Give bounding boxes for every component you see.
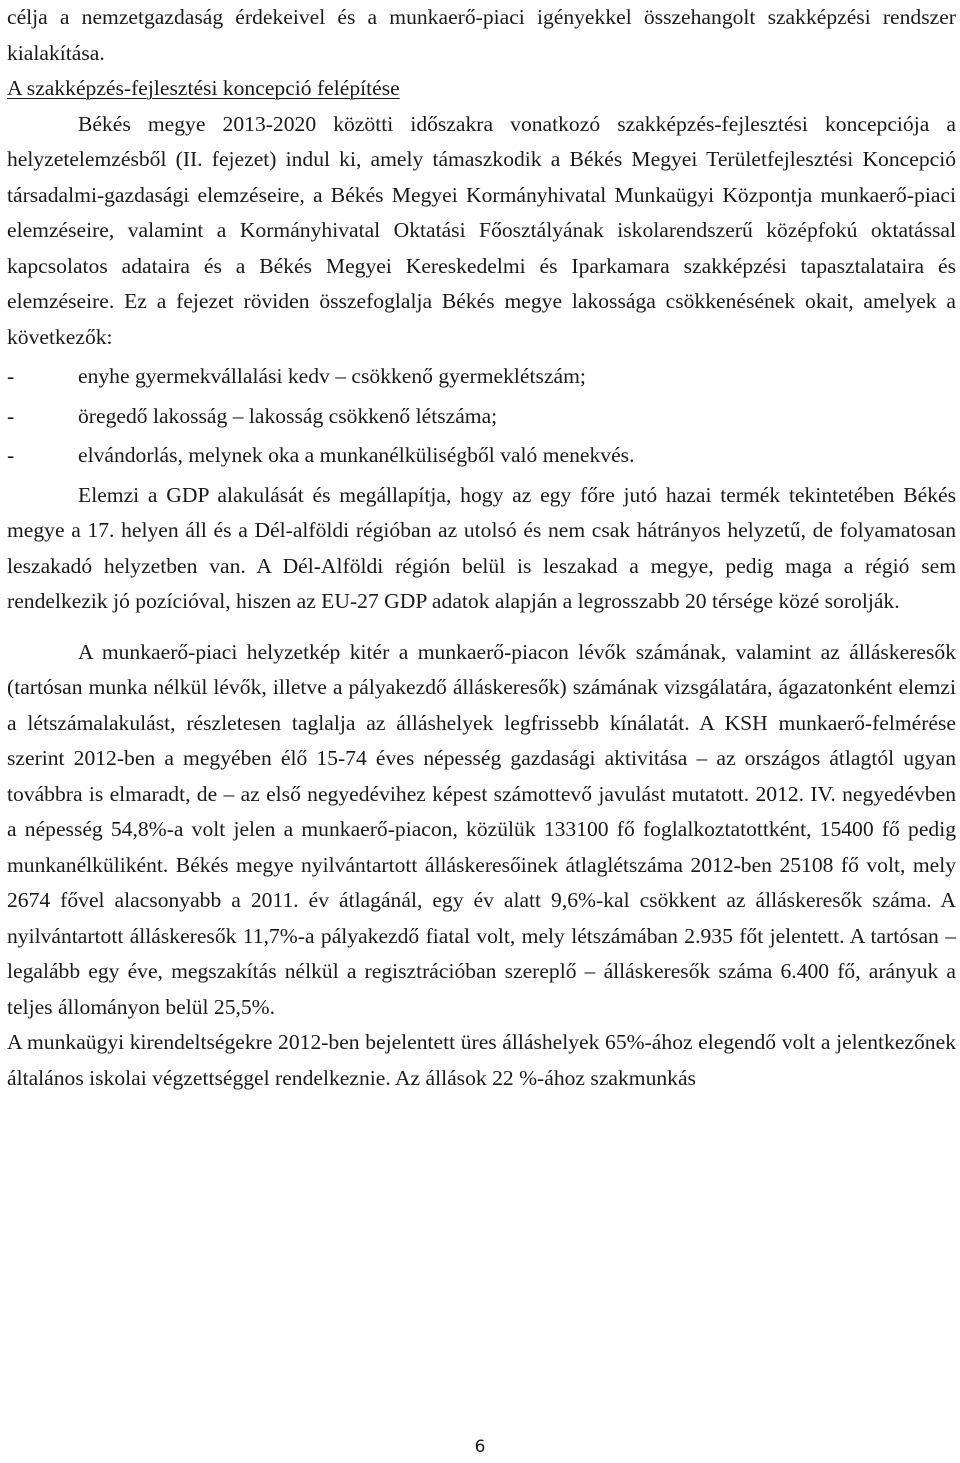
- body-paragraph-2: Elemzi a GDP alakulását és megállapítja, hogy az egy főre jutó hazai termék tekintetében Békés megye a 17. helyen áll és a Dél-alföldi régióban az utolsó és nem csak hátrányos helyzetű, de folyamatosan leszakadó helyzetben van. A Dél-Alföldi régión belül is leszakad a megye, pedig maga a régió sem rendelkezik jó pozícióval, hiszen az EU-27 GDP adatok alapján a legrosszabb 20 térsége közé sorolják.: [7, 482, 956, 613]
- list-item: [7, 359, 956, 395]
- intro-paragraph: célja a nemzetgazdaság érdekeivel és a munkaerő-piaci igényekkel összehangolt szakképzési rendszer kialakítása.: [7, 5, 956, 65]
- list-item-text: öregedő lakosság – lakosság csökkenő létszáma;: [78, 403, 498, 428]
- body-paragraph-3: A munkaerő-piaci helyzetkép kitér a munkaerő-piacon lévők számának, valamint az álláskeresők (tartósan munka nélkül lévők, illetve a pályakezdő álláskeresők) számának vizsgálatára, ágazatonként elemzi a létszámalakulást, részletesen taglalja az álláshelyek legfrissebb kínálatát. A KSH munkaerő-felmérése szerint 2012-ben a megyében élő 15-74 éves népesség gazdasági aktivitása – az országos átlagtól ugyan továbbra is elmaradt, de – az első negyedévihez képest számottevő javulást mutatott. 2012. IV. negyedévben a népesség 54,8%-a volt jelen a munkaerő-piacon, közülük 133100 fő foglalkoztatottként, 15400 fő pedig munkanélküliként. Békés megye nyilvántartott álláskeresőinek átlaglétszáma 2012-ben 25108 fő volt, mely 2674 fővel alacsonyabb a 2011. év átlagánál, egy év alatt 9,6%-kal csökkent az álláskeresők száma. A nyilvántartott álláskeresők 11,7%-a pályakezdő fiatal volt, mely létszámában 2.935 főt jelentett. A tartósan – legalább egy éve, megszakítás nélkül a regisztrációban szereplő – álláskeresők száma 6.400 fő, arányuk a teljes állományon belül 25,5%.: [7, 639, 956, 1019]
- body-paragraph-1: Békés megye 2013-2020 közötti időszakra vonatkozó szakképzés-fejlesztési koncepciója a helyzetelemzésből (II. fejezet) indul ki, amely támaszkodik a Békés Megyei Területfejlesztési Koncepció társadalmi-gazdasági elemzéseire, a Békés Megyei Kormányhivatal Munkaügyi Központja munkaerő-piaci elemzéseire, valamint a Kormányhivatal Oktatási Főosztályának iskolarendszerű középfokú oktatással kapcsolatos adataira és a Békés Megyei Kereskedelmi és Iparkamara szakképzési tapasztalataira és elemzéseire. Ez a fejezet röviden összefoglalja Békés megye lakossága csökkenésének okait, amelyek a következők:: [7, 111, 956, 349]
- body-paragraph-4: A munkaügyi kirendeltségekre 2012-ben bejelentett üres álláshelyek 65%-ához elegendő volt a jelentkezőnek általános iskolai végzettséggel rendelkeznie. Az állások 22 %-ához szakmunkás: [7, 1030, 956, 1090]
- list-item: [7, 399, 956, 435]
- page-number: 6: [474, 1437, 486, 1457]
- cause-list: [7, 359, 956, 474]
- dash-marker: -: [7, 364, 15, 388]
- list-item-text: elvándorlás, melynek oka a munkanélküliségből való menekvés.: [78, 443, 635, 467]
- section-heading: A szakképzés-fejlesztési koncepció felépítése: [7, 76, 400, 100]
- dash-marker: -: [7, 403, 15, 428]
- list-item: [7, 438, 956, 474]
- dash-marker: -: [7, 443, 15, 467]
- list-item-text: enyhe gyermekvállalási kedv – csökkenő gyermeklétszám;: [78, 364, 586, 388]
